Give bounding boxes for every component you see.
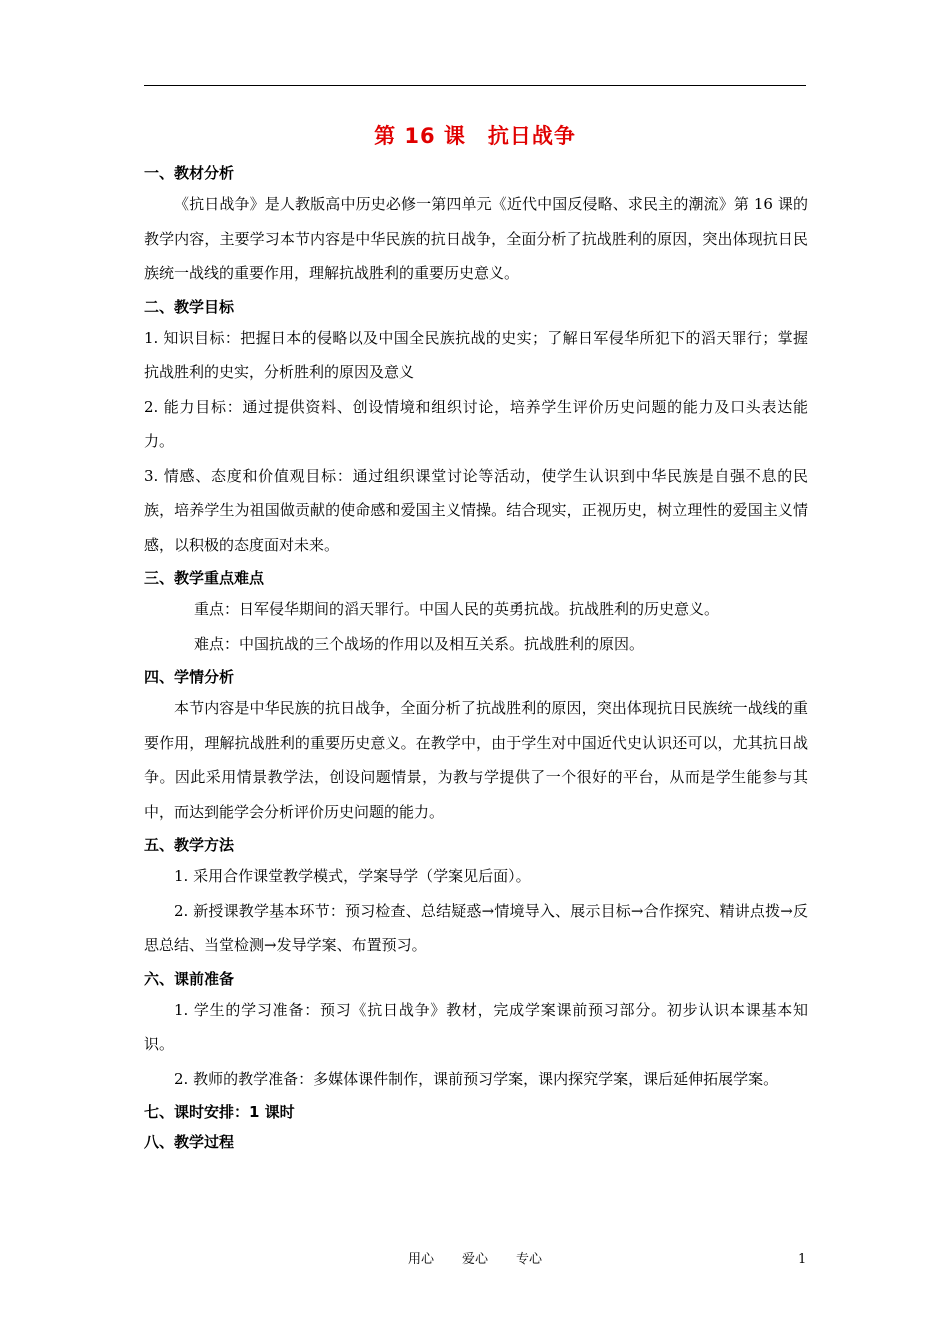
objective-ability: 2. 能力目标：通过提供资料、创设情境和组织讨论，培养学生评价历史问题的能力及口头表达能力。 [144,397,808,450]
page-number: 1 [798,1252,807,1267]
method-item-2: 2. 新授课教学基本环节：预习检查、总结疑惑→情境导入、展示目标→合作探究、精讲点拨→反思总结、当堂检测→发导学案、布置预习。 [144,901,808,954]
method-item-1: 1. 采用合作课堂教学模式，学案导学（学案见后面）。 [174,867,531,885]
section-heading-schedule: 七、课时安排：1 课时 [144,1103,295,1121]
header-rule [144,85,806,86]
materials-analysis-paragraph: 《抗日战争》是人教版高中历史必修一第四单元《近代中国反侵略、求民主的潮流》第 16 课的教学内容，主要学习本节内容是中华民族的抗日战争，全面分析了抗战胜利的原因，突出体现抗日民族统一战线的重要作用，理解抗战胜利的重要历史意义。 [144,195,808,282]
section-heading-methods: 五、教学方法 [144,836,235,854]
motto-word-1: 用心 [407,1252,434,1267]
preparation-student: 1. 学生的学习准备：预习《抗日战争》教材，完成学案课前预习部分。初步认识本课基本知识。 [144,1000,808,1053]
motto-word-2: 爱心 [461,1252,488,1267]
difficult-point-line: 难点：中国抗战的三个战场的作用以及相互关系。抗战胜利的原因。 [194,634,645,653]
lesson-title: 第 16 课 抗日战争 [374,124,576,148]
section-heading-objectives: 二、教学目标 [144,297,235,316]
objective-knowledge: 1. 知识目标：把握日本的侵略以及中国全民族抗战的史实；了解日军侵华所犯下的滔天罪行；掌握抗战胜利的史实，分析胜利的原因及意义 [144,328,808,381]
section-heading-process: 八、教学过程 [144,1133,235,1151]
document-body [144,160,808,1156]
motto-word-3: 专心 [516,1252,543,1267]
page-footer [0,1248,950,1272]
section-heading-preparation: 六、课前准备 [144,969,235,988]
preparation-teacher: 2. 教师的教学准备：多媒体课件制作，课前预习学案，课内探究学案，课后延伸拓展学案。 [174,1069,779,1088]
objective-emotion: 3. 情感、态度和价值观目标：通过组织课堂讨论等活动，使学生认识到中华民族是自强不息的民族，培养学生为祖国做贡献的使命感和爱国主义情操。结合现实，正视历史，树立理性的爱国主义情感，以积极的态度面对未来。 [144,466,808,554]
key-point-line: 重点：日军侵华期间的滔天罪行。中国人民的英勇抗战。抗战胜利的历史意义。 [194,600,720,618]
student-analysis-paragraph: 本节内容是中华民族的抗日战争，全面分析了抗战胜利的原因，突出体现抗日民族统一战线的重要作用，理解抗战胜利的重要历史意义。在教学中，由于学生对中国近代史认识还可以，尤其抗日战争。因此采用情景教学法，创设问题情景，为教与学提供了一个很好的平台，从而是学生能参与其中，而达到能学会分析评价历史问题的能力。 [144,699,808,821]
section-heading-students: 四、学情分析 [144,668,235,686]
footer-motto [0,1248,950,1272]
section-heading-materials: 一、教材分析 [144,164,235,182]
section-heading-key-points: 三、教学重点难点 [144,569,265,587]
